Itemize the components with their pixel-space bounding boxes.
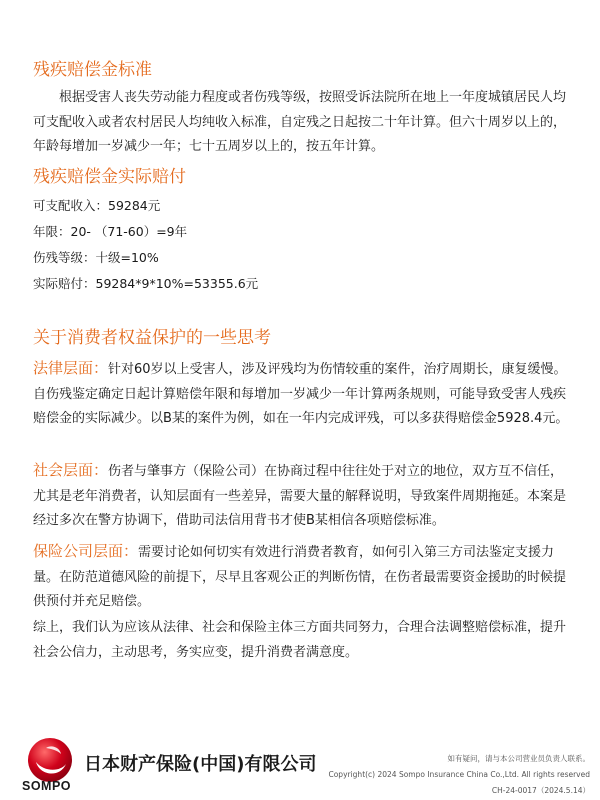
sompo-logo-text: SOMPO [22, 779, 72, 793]
disability-standard-paragraph: 根据受害人丧失劳动能力程度或者伤残等级，按照受诉法院所在地上一年度城镇居民人均可支配收入或者农村居民人均纯收入标准，自定残之日起按二十年计算。但六十周岁以上的，年龄每增加一岁减少一年；七十五周岁以上的，按五年计算。 [33, 90, 567, 154]
insurer-level-paragraph [33, 539, 573, 615]
insurer-level-text: 需要讨论如何切实有效进行消费者教育，如何引入第三方司法鉴定支援力量。在防范道德风险的前提下，尽早且客观公正的判断伤情，在伤者最需要资金援助的时候提供预付并充足赔偿。 [33, 545, 567, 609]
copyright-notice: Copyright(c) 2024 Sompo Insurance China Co.,Ltd. All rights reserved [328, 770, 590, 779]
conclusion-paragraph: 综上，我们认为应该从法律、社会和保险主体三方面共同努力，合理合法调整赔偿标准，提升社会公信力，主动思考，务实应变，提升消费者满意度。 [33, 620, 567, 660]
disability-level-line: 伤残等级：十级=10% [33, 250, 159, 265]
section-title-consumer-protection: 关于消费者权益保护的一些思考 [33, 328, 271, 348]
legal-level-text: 针对60岁以上受害人，涉及评残均为伤情较重的案件，治疗周期长，康复缓慢。自伤残鉴定确定日起计算赔偿年限和每增加一岁减少一年计算两条规则，可能导致受害人残疾赔偿金的实际减少。以B某的案件为例，如在一年内完成评残，可以多获得赔偿金5928.4元。 [33, 362, 569, 426]
insurer-level-label: 保险公司层面： [33, 542, 139, 560]
legal-level-label: 法律层面： [33, 359, 109, 377]
years-line: 年限：20- （71-60）=9年 [33, 224, 188, 239]
actual-payment-line: 实际赔付：59284*9*10%=53355.6元 [33, 276, 259, 291]
document-code: CH-24-0017（2024.5.14） [491, 786, 590, 795]
section-title-disability-standard: 残疾赔偿金标准 [33, 60, 152, 80]
legal-level-paragraph [33, 356, 573, 432]
section-title-actual-compensation: 残疾赔偿金实际赔付 [33, 167, 186, 187]
disposable-income-line: 可支配收入：59284元 [33, 198, 161, 213]
sompo-logo-icon [26, 736, 74, 784]
contact-note: 如有疑问，请与本公司营业员负责人联系。 [447, 754, 590, 763]
company-name: 日本财产保险(中国)有限公司 [84, 754, 317, 775]
social-level-label: 社会层面： [33, 461, 109, 479]
social-level-text: 伤者与肇事方（保险公司）在协商过程中往往处于对立的地位，双方互不信任，尤其是老年消费者，认知层面有一些差异，需要大量的解释说明，导致案件周期拖延。本案是经过多次在警方协调下，借助司法信用背书才使B某相信各项赔偿标准。 [33, 464, 567, 528]
social-level-paragraph [33, 458, 573, 534]
